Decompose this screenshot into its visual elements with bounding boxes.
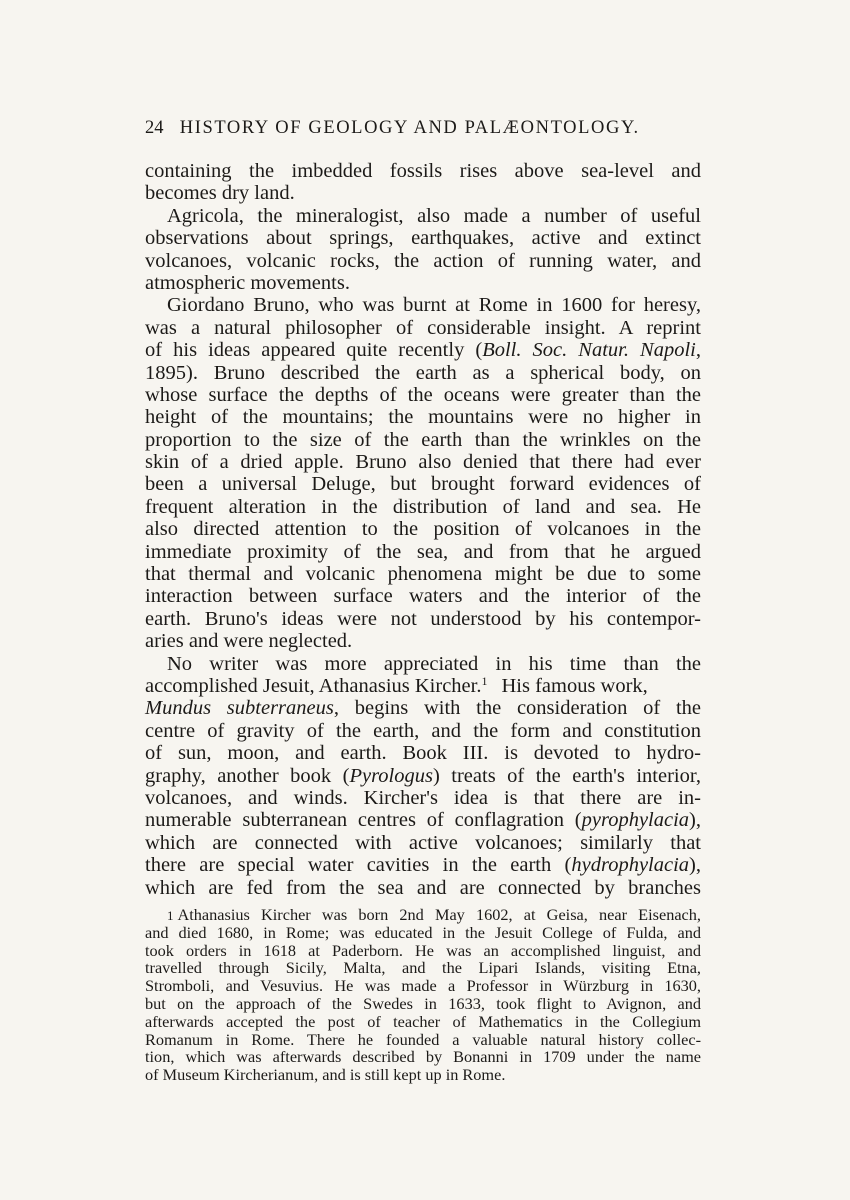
italic-title: Boll. Soc. Natur. Napoli <box>482 339 696 362</box>
text-line-segment: accomplished Jesuit, Athanasius Kircher. <box>145 674 482 697</box>
text-line: interaction between surface waters and the interior of the <box>145 585 701 608</box>
running-title: HISTORY OF GEOLOGY AND PALÆONTOLOGY. <box>179 118 640 138</box>
footnote-line: tion, which was afterwards described by Bonanni in 1709 under the name <box>145 1047 701 1067</box>
text-line: of sun, moon, and earth. Book III. is devoted to hydro- <box>145 742 701 765</box>
text-line: height of the mountains; the mountains were no higher in <box>145 406 701 429</box>
text-line-segment: His famous work, <box>501 674 648 697</box>
text-line: of his ideas appeared quite recently (Boll. Soc. Natur. Napoli, <box>145 339 701 362</box>
italic-title: pyrophylacia <box>581 809 690 832</box>
text-line: observations about springs, earthquakes, active and extinct <box>145 227 701 250</box>
text-line: frequent alteration in the distribution of land and sea. He <box>145 495 701 518</box>
footnote-line: travelled through Sicily, Malta, and the Lipari Islands, visiting Etna, <box>145 958 701 978</box>
text-line <box>145 675 701 697</box>
footnote-marker: 1 <box>167 908 174 923</box>
body-text <box>145 160 701 899</box>
text-line: atmospheric movements. <box>145 271 350 294</box>
footnote-line <box>145 906 701 924</box>
text-line: skin of a dried apple. Bruno also denied that there had ever <box>145 451 701 474</box>
footnote <box>145 906 701 1084</box>
text-line: No writer was more appreciated in his time than the <box>167 652 701 675</box>
text-line: was a natural philosopher of considerable insight. A reprint <box>145 316 701 339</box>
text-line: containing the imbedded fossils rises above sea-level and <box>145 160 701 182</box>
text-line: centre of gravity of the earth, and the form and constitution <box>145 719 701 742</box>
text-line: which are connected with active volcanoes; similarly that <box>145 831 701 854</box>
page-number: 24 <box>145 118 164 138</box>
text-line: graphy, another book (Pyrologus) treats of the earth's interior, <box>145 764 701 787</box>
text-line: 1895). Bruno described the earth as a spherical body, on <box>145 361 701 384</box>
footnote-line: of Museum Kircherianum, and is still kept up in Rome. <box>145 1065 506 1085</box>
footnote-reference[interactable]: 1 <box>481 673 488 688</box>
text-line: volcanoes, volcanic rocks, the action of running water, and <box>145 249 701 272</box>
running-head <box>145 118 705 142</box>
text-line: Agricola, the mineralogist, also made a number of useful <box>167 204 701 227</box>
text-line: numerable subterranean centres of conflagration (pyrophylacia), <box>145 809 701 832</box>
text-line: been a universal Deluge, but brought forward evidences of <box>145 473 701 496</box>
text-line: becomes dry land. <box>145 182 295 205</box>
footnote-line: but on the approach of the Swedes in 1633, took flight to Avignon, and <box>145 993 701 1013</box>
text-line: Giordano Bruno, who was burnt at Rome in 1600 for heresy, <box>167 294 701 317</box>
text-line: there are special water cavities in the earth (hydrophylacia), <box>145 854 701 877</box>
text-line: immediate proximity of the sea, and from that he argued <box>145 540 701 563</box>
footnote-line: Stromboli, and Vesuvius. He was made a Professor in Würzburg in 1630, <box>145 976 701 996</box>
text-line: aries and were neglected. <box>145 630 353 653</box>
footnote-line: Romanum in Rome. There he founded a valuable natural history collec- <box>145 1029 701 1049</box>
text-line: whose surface the depths of the oceans were greater than the <box>145 383 701 406</box>
text-line: also directed attention to the position of volcanoes in the <box>145 518 701 541</box>
italic-title: Pyrologus <box>349 764 433 787</box>
text-line: earth. Bruno's ideas were not understood by his contempor- <box>145 607 701 630</box>
text-line: Mundus subterraneus, begins with the consideration of the <box>145 697 702 720</box>
text-line: volcanoes, and winds. Kircher's idea is that there are in- <box>145 786 701 809</box>
footnote-line: afterwards accepted the post of teacher of Mathematics in the Collegium <box>145 1011 701 1031</box>
footnote-line: and died 1680, in Rome; was educated in the Jesuit College of Fulda, and <box>145 922 701 942</box>
text-line: proportion to the size of the earth than the wrinkles on the <box>145 428 701 451</box>
text-line: which are fed from the sea and are connected by branches <box>145 876 701 899</box>
footnote-line: took orders in 1618 at Paderborn. He was an accomplished linguist, and <box>145 940 701 960</box>
footnote-line-text: Athanasius Kircher was born 2nd May 1602, at Geisa, near Eisenach, <box>177 905 701 924</box>
italic-title: hydrophylacia <box>571 854 690 877</box>
italic-title: Mundus subterraneus <box>145 697 334 720</box>
text-line: that thermal and volcanic phenomena might be due to some <box>145 563 701 586</box>
